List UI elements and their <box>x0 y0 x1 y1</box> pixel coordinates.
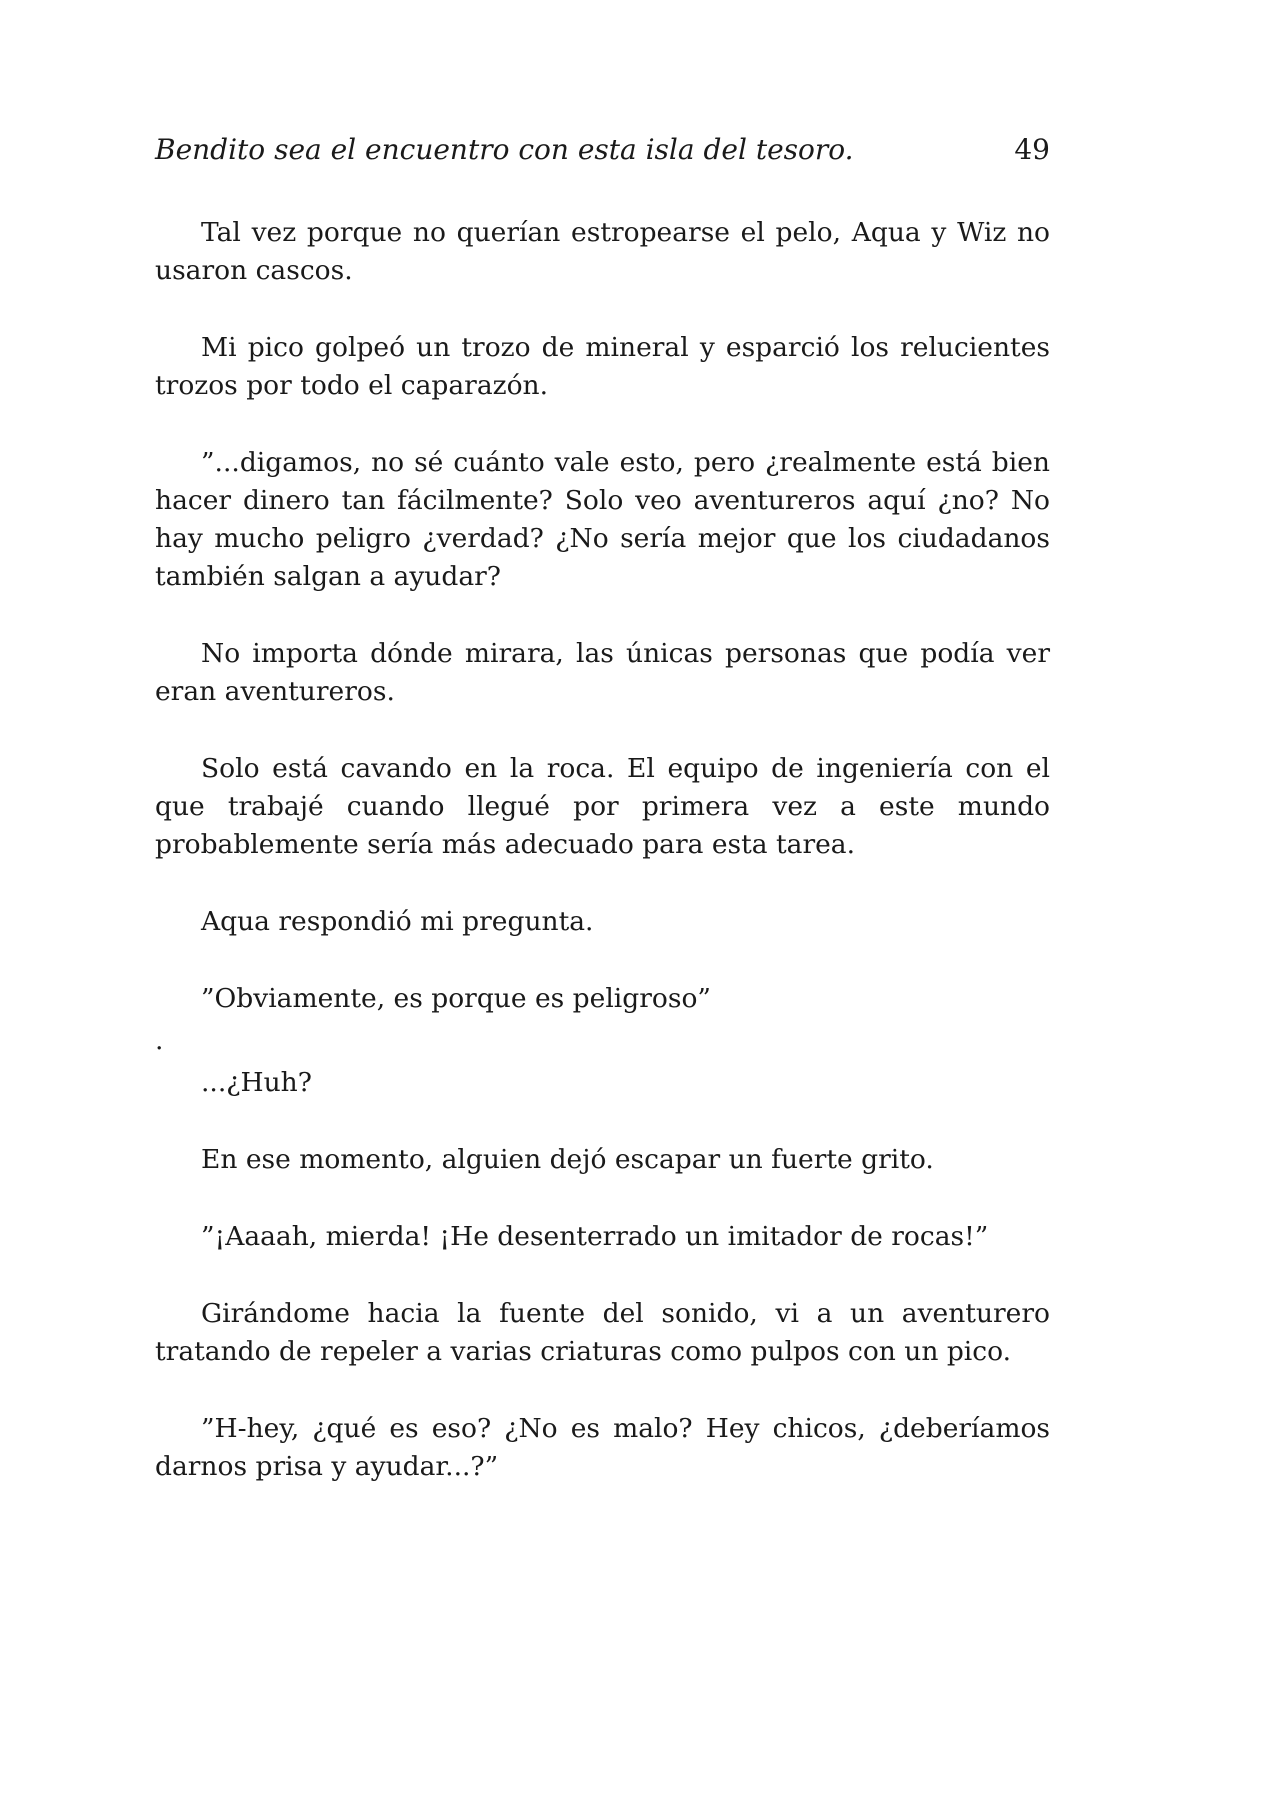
paragraph: Girándome hacia la fuente del sonido, vi a un aventurero tratando de repeler a varias criaturas como pulpos con un pico. <box>155 1298 1050 1367</box>
page-number: 49 <box>1014 133 1050 166</box>
paragraph: ...¿Huh? <box>201 1067 312 1098</box>
paragraph: Aqua respondió mi pregunta. <box>201 906 594 937</box>
book-page <box>155 128 1050 1525</box>
paragraph: Mi pico golpeó un trozo de mineral y esparció los relucientes trozos por todo el caparazón. <box>155 332 1050 401</box>
paragraph: No importa dónde mirara, las únicas personas que podía ver eran aventureros. <box>155 638 1050 707</box>
paragraph: En ese momento, alguien dejó escapar un fuerte grito. <box>201 1144 934 1175</box>
paragraph: Tal vez porque no querían estropearse el pelo, Aqua y Wiz no usaron cascos. <box>155 217 1050 286</box>
stray-period: . <box>155 1025 164 1056</box>
paragraph: ”H-hey, ¿qué es eso? ¿No es malo? Hey chicos, ¿deberíamos darnos prisa y ayudar...?” <box>155 1413 1050 1482</box>
paragraph: ”...digamos, no sé cuánto vale esto, pero ¿realmente está bien hacer dinero tan fácilmente? Solo veo aventureros aquí ¿no? No hay mucho peligro ¿verdad? ¿No sería mejor que los ciudadanos también salgan a ayudar? <box>155 447 1050 592</box>
running-head <box>155 128 1050 172</box>
body-text <box>155 214 1050 1486</box>
paragraph: Solo está cavando en la roca. El equipo de ingeniería con el que trabajé cuando llegué por primera vez a este mundo probablemente sería más adecuado para esta tarea. <box>155 753 1050 860</box>
chapter-title: Bendito sea el encuentro con esta isla del tesoro. <box>155 133 854 166</box>
paragraph: ”¡Aaaah, mierda! ¡He desenterrado un imitador de rocas!” <box>201 1221 989 1252</box>
paragraph: ”Obviamente, es porque es peligroso” <box>201 983 711 1014</box>
